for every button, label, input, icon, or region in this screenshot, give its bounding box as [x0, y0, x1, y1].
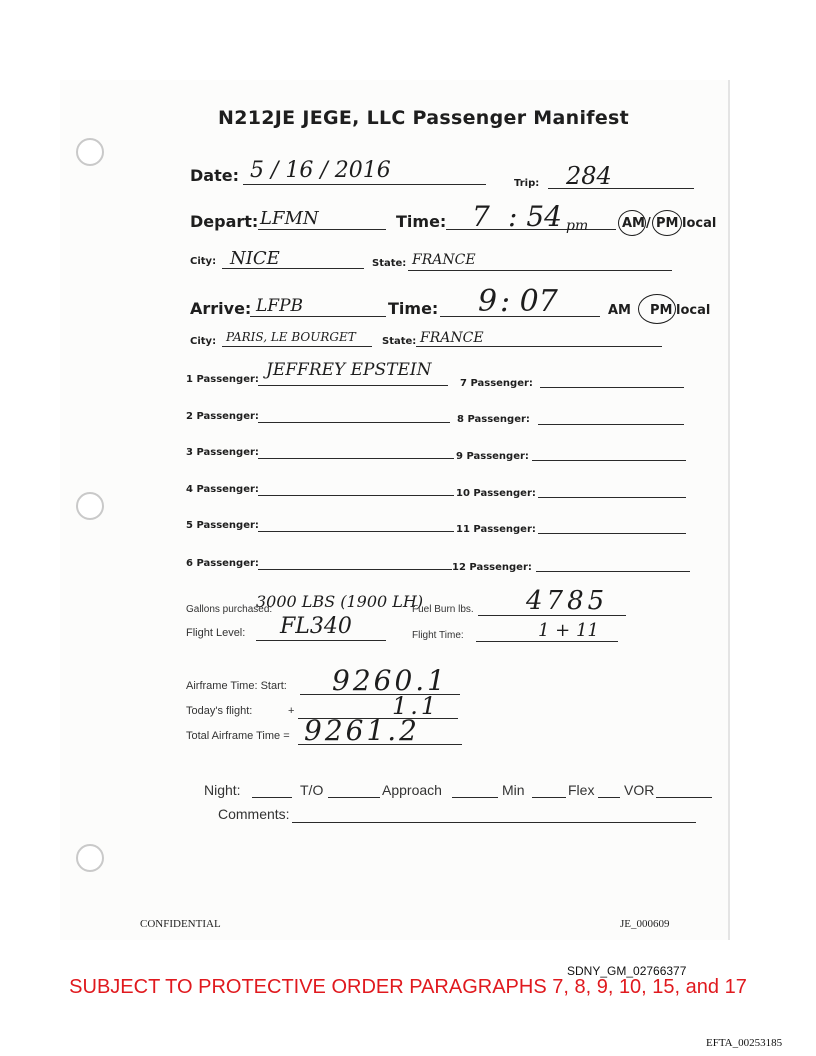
todays-flight-label: Today's flight:: [186, 705, 253, 717]
flight-time-line: [476, 641, 618, 642]
passenger-8-label: 8 Passenger:: [457, 414, 530, 425]
confidential-stamp: CONFIDENTIAL: [140, 918, 221, 930]
trip-label: Trip:: [514, 178, 540, 189]
depart-local-label: local: [682, 216, 717, 231]
night-line: [252, 797, 292, 798]
vor-label: VOR: [624, 782, 655, 798]
flex-label: Flex: [568, 782, 595, 798]
passenger-8-line: [538, 424, 684, 425]
passenger-11-line: [538, 533, 686, 534]
depart-time-suffix: pm: [566, 218, 589, 234]
flight-level-line: [256, 640, 386, 641]
passenger-1-value: JEFFREY EPSTEIN: [266, 360, 432, 380]
passenger-1-line: [258, 385, 448, 386]
arrive-am-label: AM: [608, 303, 631, 318]
passenger-5-label: 5 Passenger:: [186, 520, 259, 531]
flex-line: [598, 797, 620, 798]
protective-order-notice: SUBJECT TO PROTECTIVE ORDER PARAGRAPHS 7, 8, 9, 10, 15, and 17: [69, 976, 747, 998]
passenger-6-line: [258, 569, 452, 570]
flight-time-label: Flight Time:: [412, 630, 464, 641]
arrive-local-label: local: [676, 303, 711, 318]
depart-ampm-separator: /: [646, 216, 651, 231]
punch-hole-middle: [76, 492, 104, 520]
depart-label: Depart:: [190, 212, 259, 231]
min-line: [532, 797, 566, 798]
date-label: Date:: [190, 166, 239, 185]
arrive-time-label: Time:: [388, 299, 439, 318]
depart-am-label: AM: [622, 216, 645, 231]
passenger-3-line: [258, 458, 454, 459]
scanned-page: [60, 80, 730, 940]
depart-state-label: State:: [372, 258, 407, 269]
arrive-state-value: FRANCE: [420, 330, 484, 346]
date-value: 5 / 16 / 2016: [250, 158, 391, 183]
depart-am-circle: [618, 210, 646, 236]
passenger-5-line: [258, 531, 454, 532]
arrive-pm-circle: [638, 294, 676, 324]
total-airframe-value: 9261.2: [304, 714, 420, 747]
vor-line: [656, 797, 712, 798]
passenger-9-line: [532, 460, 686, 461]
flight-level-label: Flight Level:: [186, 627, 246, 639]
comments-label: Comments:: [218, 806, 290, 822]
arrive-pm-label: PM: [650, 303, 673, 318]
trip-value: 284: [566, 162, 612, 190]
passenger-9-label: 9 Passenger:: [456, 451, 529, 462]
fuel-burn-label: Fuel Burn lbs.: [412, 604, 474, 615]
arrive-state-label: State:: [382, 336, 417, 347]
passenger-11-label: 11 Passenger:: [456, 524, 536, 535]
total-airframe-label: Total Airframe Time =: [186, 730, 290, 742]
passenger-7-label: 7 Passenger:: [460, 378, 533, 389]
arrive-city-line: [222, 346, 372, 347]
arrive-line: [250, 316, 386, 317]
depart-time-hour: 7: [472, 200, 490, 233]
passenger-2-label: 2 Passenger:: [186, 411, 259, 422]
depart-pm-label: PM: [656, 216, 679, 231]
airframe-start-label: Airframe Time: Start:: [186, 680, 287, 692]
arrive-city-label: City:: [190, 336, 217, 347]
passenger-1-label: 1 Passenger:: [186, 374, 259, 385]
approach-label: Approach: [382, 782, 442, 798]
depart-time-label: Time:: [396, 212, 447, 231]
comments-line: [292, 822, 696, 823]
passenger-3-label: 3 Passenger:: [186, 447, 259, 458]
arrive-label: Arrive:: [190, 299, 252, 318]
depart-city-value: NICE: [230, 248, 280, 269]
passenger-4-line: [258, 495, 454, 496]
approach-line: [452, 797, 498, 798]
passenger-4-label: 4 Passenger:: [186, 484, 259, 495]
arrive-city-value: PARIS, LE BOURGET: [226, 330, 356, 344]
night-label: Night:: [204, 782, 241, 798]
depart-time-min: : 54: [508, 200, 562, 233]
date-line: [243, 184, 486, 185]
airframe-start-value: 9260.1: [332, 664, 448, 697]
depart-state-line: [408, 270, 672, 271]
passenger-12-label: 12 Passenger:: [452, 562, 532, 573]
passenger-7-line: [540, 387, 684, 388]
passenger-10-line: [538, 497, 686, 498]
flight-level-value: FL340: [280, 614, 352, 639]
arrive-time-min: : 07: [500, 284, 558, 319]
depart-state-value: FRANCE: [412, 252, 476, 268]
depart-pm-circle: [652, 210, 682, 236]
manifest-title: N212JE JEGE, LLC Passenger Manifest: [218, 107, 630, 129]
arrive-state-line: [416, 346, 662, 347]
depart-line: [258, 229, 386, 230]
passenger-10-label: 10 Passenger:: [456, 488, 536, 499]
todays-flight-value: 1.1: [392, 692, 440, 720]
passenger-2-line: [258, 422, 450, 423]
passenger-12-line: [536, 571, 690, 572]
depart-city-label: City:: [190, 256, 217, 267]
takeoff-line: [328, 797, 380, 798]
document-id: JE_000609: [620, 918, 670, 930]
gallons-purchased-label: Gallons purchased:: [186, 604, 273, 615]
arrive-time-hour: 9: [478, 284, 498, 319]
gallons-purchased-value: 3000 LBS (1900 LH): [256, 592, 424, 611]
arrive-value: LFPB: [256, 296, 304, 316]
depart-value: LFMN: [260, 208, 319, 229]
min-label: Min: [502, 782, 525, 798]
punch-hole-top: [76, 138, 104, 166]
flight-time-value: 1 + 11: [538, 620, 599, 641]
passenger-6-label: 6 Passenger:: [186, 558, 259, 569]
todays-flight-sign: +: [288, 705, 295, 717]
efta-number: EFTA_00253185: [706, 1037, 783, 1049]
fuel-burn-value: 4785: [526, 586, 609, 616]
takeoff-label: T/O: [300, 782, 324, 798]
punch-hole-bottom: [76, 844, 104, 872]
bates-number: SDNY_GM_02766377: [567, 964, 687, 978]
